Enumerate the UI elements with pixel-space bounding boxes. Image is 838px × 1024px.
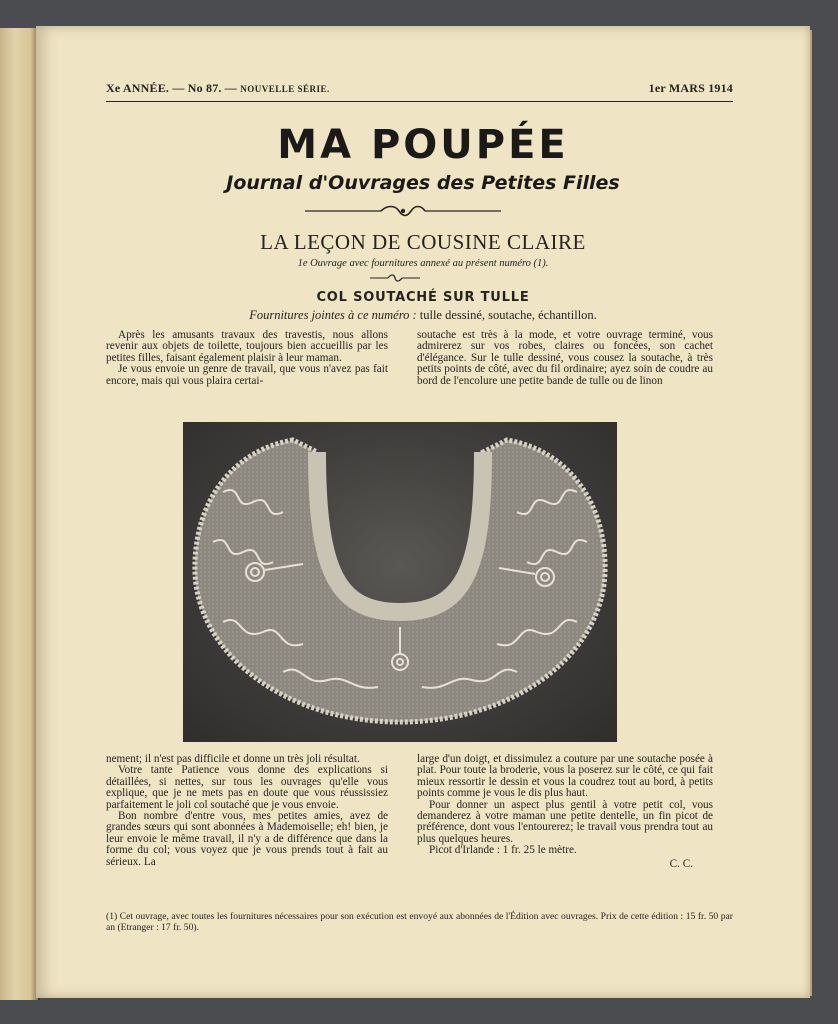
paragraph: Je vous envoie un genre de travail, que vous n'avez pas fait encore, mais qui vous plaira certai-	[106, 363, 388, 387]
journal-subtitle: Journal d'Ouvrages des Petites Filles	[226, 172, 620, 194]
supplies-value: tulle dessiné, soutache, échantillon.	[416, 308, 597, 322]
supplies-label: Fournitures jointes à ce numéro :	[249, 308, 417, 322]
paragraph: soutache est très à la mode, et votre ouvrage terminé, vous admirerez sur vos robes, claires ou foncées, son cachet d'élégance. Sur le tulle dessiné, vous cousez la soutache, à très petits points de côté, avec du fil ordinaire; ayez soin de coudre au bord de l'encolure une petite bande de tulle ou de linon	[417, 329, 713, 387]
article-title: COL SOUTACHÉ SUR TULLE	[316, 290, 530, 305]
journal-page	[36, 26, 810, 998]
paragraph: Picot d'Irlande : 1 fr. 25 le mètre.	[429, 844, 577, 857]
issue-header	[106, 81, 733, 96]
flourish-ornament	[303, 204, 503, 218]
lesson-title: LA LEÇON DE COUSINE CLAIRE	[260, 230, 586, 254]
paragraph: large d'un doigt, et dissimulez a couture par une soutache posée à plat. Pour toute la broderie, vous la poserez sur le côté, ce qui fait mieux ressortir le dessin et vous la coudrez tout au bord, à petits points comme je vous le dis plus haut.	[417, 753, 713, 800]
paragraph: nement; il n'est pas difficile et donne un très joli résultat.	[106, 753, 360, 765]
paragraph: Bon nombre d'entre vous, mes petites amies, avez de grandes sœurs qui sont abonnées à Mademoiselle; eh! bien, je leur envoie le même travail, il n'y a de différence que dans la forme du col; vous voyez que je vous prends tout à fait au sérieux. La	[106, 810, 388, 868]
lesson-subtitle: 1e Ouvrage avec fournitures annexé au présent numéro (1).	[297, 258, 549, 269]
small-ornament	[368, 274, 422, 282]
supplies-line	[36, 308, 810, 323]
series-label: NOUVELLE SÉRIE.	[240, 84, 330, 94]
issue-info: Xe ANNÉE. — No 87. — NOUVELLE SÉRIE.	[106, 81, 330, 95]
journal-title: MA POUPÉE	[277, 122, 569, 168]
text-column-upper-right	[417, 330, 713, 387]
paragraph: Votre tante Patience vous donne des explications si détaillées, si nettes, sur tous les ouvrages qu'elle vous explique, que je ne mets pas en doute que vous réussissiez parfaitement le joli col soutaché que je vous envoie.	[106, 764, 388, 811]
facing-page-edge	[0, 28, 40, 1000]
signature: C. C.	[669, 857, 693, 870]
paragraph: Après les amusants travaux des travestis, nous allons revenir aux objets de toilette, toujours bien accueillis par les petites filles, faisant également plaisir à leur maman.	[106, 329, 388, 364]
collar-photograph	[183, 422, 617, 742]
paragraph: Pour donner un aspect plus gentil à votre petit col, vous demanderez à votre maman une petite dentelle, un fin picot de préférence, dont vous l'entourerez; le travail vous prendra tout au plus quelques heures.	[417, 798, 713, 845]
lace-collar-image	[183, 422, 617, 742]
issue-date: 1er MARS 1914	[648, 81, 733, 95]
text-column-lower-right	[417, 754, 713, 870]
text-column-upper-left	[106, 330, 388, 387]
text-column-lower-left	[106, 754, 388, 868]
footnote: (1) Cet ouvrage, avec toutes les fournitures nécessaires pour son exécution est envoyé aux abonnées de l'Édition avec ouvrages. Prix de cette édition : 15 fr. 50 par an (Etranger : 17 fr. 50).	[106, 911, 733, 933]
header-rule	[106, 101, 733, 102]
